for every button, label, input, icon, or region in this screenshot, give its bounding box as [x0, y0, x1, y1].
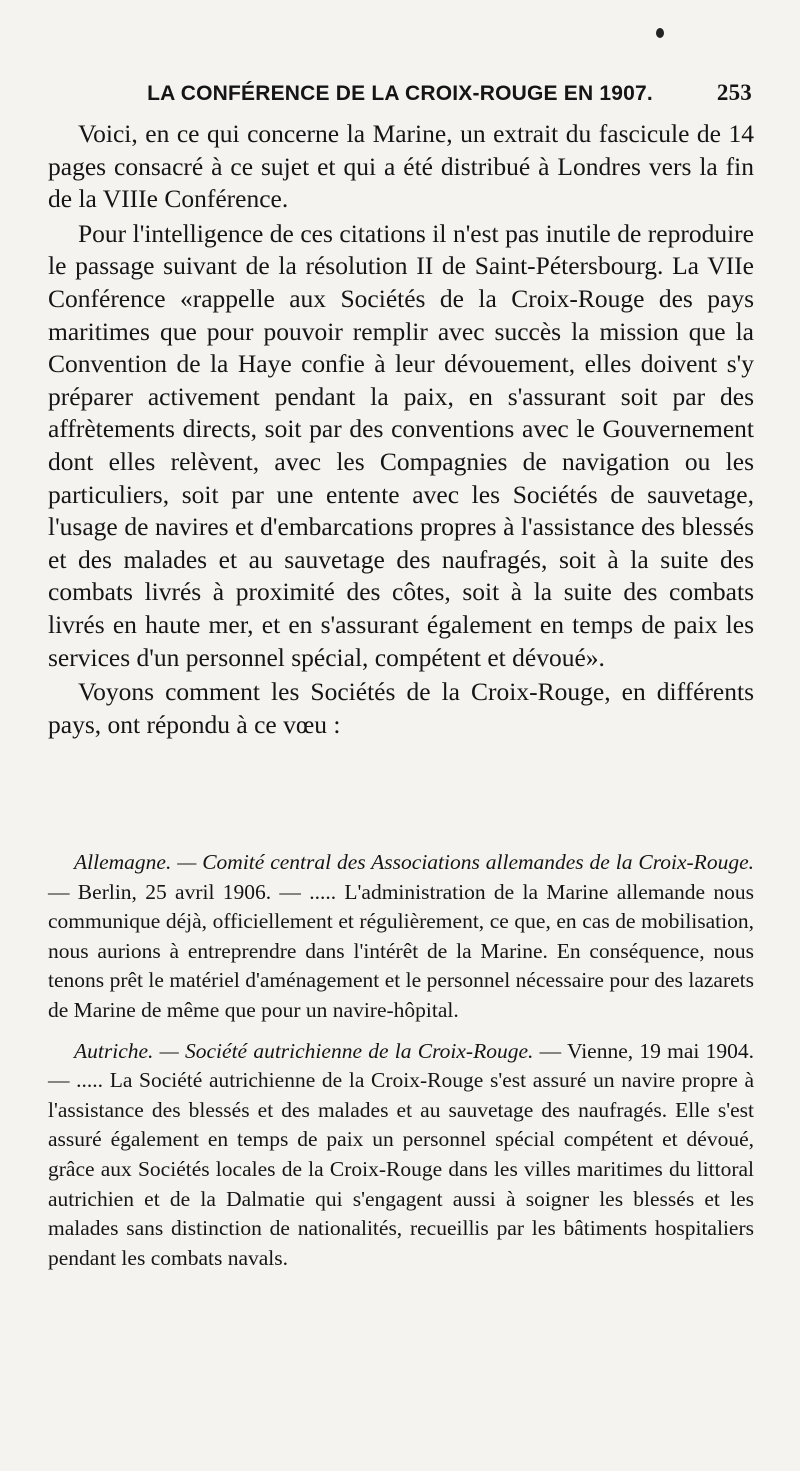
paragraph: Voyons comment les Sociétés de la Croix-Rouge, en différents pays, ont répondu à ce vœu : [48, 677, 754, 739]
paragraph: Voici, en ce qui concerne la Marine, un extrait du fascicule de 14 pages consacré à ce sujet et qui a été distribué à Londres vers la fin de la VIIIe Conférence. [48, 119, 754, 214]
report-entry [48, 848, 754, 1026]
entry-text: — Berlin, 25 avril 1906. — ..... L'administration de la Marine allemande nous communique déjà, officiellement et régulièrement, ce que, en cas de mobilisation, nous aurions à entreprendre dans l'intérêt de la Marine. En conséquence, nous tenons prêt le matériel d'aménagement et le personnel nécessaire pour des lazarets de Marine de même que pour un navire-hôpital. [48, 879, 754, 1022]
entry-heading: Allemagne. — Comité central des Associations allemandes de la Croix-Rouge. [74, 850, 754, 874]
paragraph: Pour l'intelligence de ces citations il n'est pas inutile de reproduire le passage suivant de la résolution II de Saint-Pétersbourg. La VIIe Conférence «rappelle aux Sociétés de la Croix-Rouge des pays maritimes que pour pouvoir remplir avec succès la mission que la Convention de la Haye confie à leur dévouement, elles doivent s'y préparer activement pendant la paix, en s'assurant soit par des affrètements directs, soit par des conventions avec le Gouvernement dont elles relèvent, avec les Compagnies de navigation ou les particuliers, soit par une entente avec les Sociétés de sauvetage, l'usage de navires et d'embarcations propres à l'assistance des blessés et des malades et au sauvetage des naufragés, soit à la suite des combats livrés à proximité des côtes, soit à la suite des combats livrés en haute mer, et en s'assurant également en temps de paix les services d'un personnel spécial, compétent et dévoué». [48, 218, 754, 672]
page-number: 253 [716, 80, 752, 105]
report-entry [48, 1037, 754, 1274]
entry-text: — Vienne, 19 mai 1904. — ..... La Société autrichienne de la Croix-Rouge s'est assuré un navire propre à l'assistance des blessés et des malades et au sauvetage des naufragés. Elle s'est assuré également en temps de paix un personnel spécial compétent et dévoué, grâce aux Sociétés locales de la Croix-Rouge dans les villes maritimes du littoral autrichien et de la Dalmatie qui s'engagent aussi à soigner les blessés et les malades sans distinction de nationalités, recueillis par les bâtiments hospitaliers pendant les combats navals. [48, 1038, 754, 1270]
running-header [48, 76, 752, 112]
quoted-reports [48, 848, 754, 1284]
main-text [48, 118, 754, 741]
entry-heading: Autriche. — Société autrichienne de la Croix-Rouge. [74, 1038, 534, 1063]
running-title: LA CONFÉRENCE DE LA CROIX-ROUGE EN 1907. [147, 82, 653, 105]
ink-mark [656, 28, 664, 38]
